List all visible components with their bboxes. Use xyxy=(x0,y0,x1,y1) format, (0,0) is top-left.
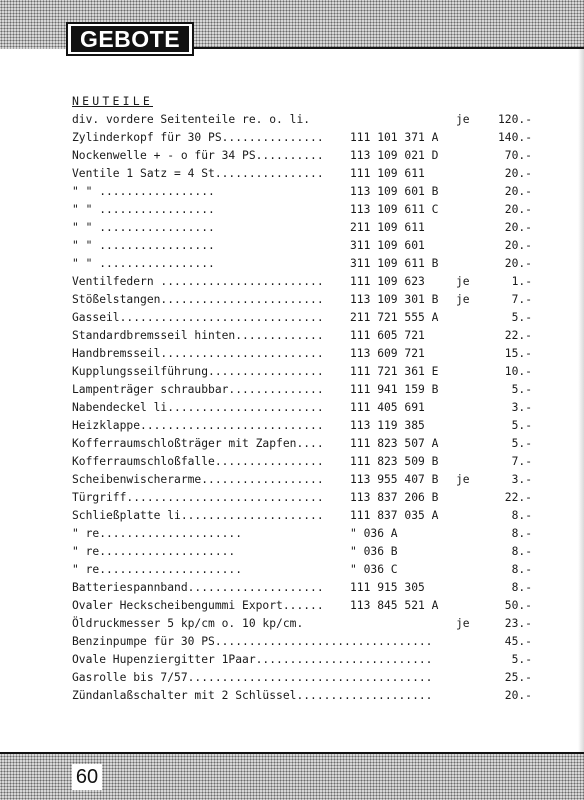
item-price: 5.- xyxy=(511,653,532,666)
item-description: Ovaler Heckscheibengummi Export...... xyxy=(72,599,324,612)
item-description: Lampenträger schraubbar.............. xyxy=(72,383,324,396)
item-price: 8.- xyxy=(511,509,532,522)
neuteile-heading: NEUTEILE xyxy=(72,94,153,108)
item-part-number: 211 721 555 A xyxy=(350,311,439,324)
list-item xyxy=(72,147,532,165)
item-price: 8.- xyxy=(511,563,532,576)
list-item xyxy=(72,471,532,489)
item-description: Heizklappe........................... xyxy=(72,419,324,432)
item-part-number: 311 109 611 B xyxy=(350,257,439,270)
item-description: Nockenwelle + - o für 34 PS.......... xyxy=(72,149,324,162)
item-part-number: 111 915 305 xyxy=(350,581,425,594)
list-item xyxy=(72,345,532,363)
item-price: 45.- xyxy=(504,635,532,648)
item-description: " " ................. xyxy=(72,185,215,198)
item-description: " " ................. xyxy=(72,221,215,234)
item-description: Scheibenwischerarme.................. xyxy=(72,473,324,486)
footer-rule xyxy=(0,752,584,754)
item-part-number: 111 823 507 A xyxy=(350,437,439,450)
item-unit: je xyxy=(456,293,470,306)
section-title: GEBOTE xyxy=(71,26,189,52)
item-price: 5.- xyxy=(511,437,532,450)
item-unit: je xyxy=(456,113,470,126)
list-item xyxy=(72,111,532,129)
item-price: 5.- xyxy=(511,383,532,396)
item-part-number: 311 109 601 xyxy=(350,239,425,252)
list-item xyxy=(72,165,532,183)
item-description: Handbremsseil........................ xyxy=(72,347,324,360)
list-item xyxy=(72,561,532,579)
item-price: 8.- xyxy=(511,527,532,540)
parts-list xyxy=(72,111,532,705)
list-item xyxy=(72,651,532,669)
item-description: Ovale Hupenziergitter 1Paar.......................... xyxy=(72,653,433,666)
list-item xyxy=(72,417,532,435)
item-price: 20.- xyxy=(504,221,532,234)
list-item xyxy=(72,255,532,273)
item-price: 20.- xyxy=(504,689,532,702)
item-description: " re..................... xyxy=(72,527,243,540)
item-unit: je xyxy=(456,617,470,630)
item-description: Gasrolle bis 7/57.................................... xyxy=(72,671,433,684)
item-description: Stößelstangen........................ xyxy=(72,293,324,306)
list-item xyxy=(72,201,532,219)
list-item xyxy=(72,633,532,651)
item-part-number: 113 955 407 B xyxy=(350,473,439,486)
item-part-number: 113 109 021 D xyxy=(350,149,439,162)
item-description: Zylinderkopf für 30 PS............... xyxy=(72,131,324,144)
list-item xyxy=(72,579,532,597)
list-item xyxy=(72,507,532,525)
item-price: 70.- xyxy=(504,149,532,162)
list-item xyxy=(72,291,532,309)
item-price: 22.- xyxy=(504,329,532,342)
item-price: 3.- xyxy=(511,401,532,414)
item-part-number: 113 609 721 xyxy=(350,347,425,360)
list-item xyxy=(72,237,532,255)
item-price: 8.- xyxy=(511,581,532,594)
item-description: Benzinpumpe für 30 PS................................ xyxy=(72,635,433,648)
section-title-badge xyxy=(66,22,194,56)
item-description: " " ................. xyxy=(72,257,215,270)
item-description: Ventile 1 Satz = 4 St................ xyxy=(72,167,324,180)
item-part-number: 111 721 361 E xyxy=(350,365,439,378)
item-description: " re.................... xyxy=(72,545,236,558)
item-price: 25.- xyxy=(504,671,532,684)
item-part-number: 113 109 301 B xyxy=(350,293,439,306)
item-price: 20.- xyxy=(504,203,532,216)
list-item xyxy=(72,435,532,453)
item-price: 20.- xyxy=(504,239,532,252)
item-part-number: 111 101 371 A xyxy=(350,131,439,144)
item-part-number: 113 119 385 xyxy=(350,419,425,432)
item-part-number: 111 941 159 B xyxy=(350,383,439,396)
list-item xyxy=(72,399,532,417)
item-description: Kofferraumschloßträger mit Zapfen.... xyxy=(72,437,324,450)
item-description: " " ................. xyxy=(72,203,215,216)
item-part-number: 211 109 611 xyxy=(350,221,425,234)
item-price: 8.- xyxy=(511,545,532,558)
list-item xyxy=(72,363,532,381)
item-price: 15.- xyxy=(504,347,532,360)
item-description: " re..................... xyxy=(72,563,243,576)
list-item xyxy=(72,309,532,327)
page-number: 60 xyxy=(72,764,102,790)
list-item xyxy=(72,687,532,705)
item-price: 50.- xyxy=(504,599,532,612)
item-part-number: 113 845 521 A xyxy=(350,599,439,612)
list-item xyxy=(72,597,532,615)
list-item xyxy=(72,525,532,543)
item-price: 20.- xyxy=(504,185,532,198)
item-part-number: " 036 B xyxy=(350,545,398,558)
item-price: 20.- xyxy=(504,167,532,180)
page-edge-shadow xyxy=(578,49,584,752)
item-part-number: 111 109 623 xyxy=(350,275,425,288)
list-item xyxy=(72,543,532,561)
item-price: 10.- xyxy=(504,365,532,378)
item-description: Standardbremsseil hinten............. xyxy=(72,329,324,342)
item-price: 5.- xyxy=(511,419,532,432)
item-part-number: 113 109 601 B xyxy=(350,185,439,198)
item-part-number: " 036 C xyxy=(350,563,398,576)
item-price: 5.- xyxy=(511,311,532,324)
list-item xyxy=(72,381,532,399)
list-item xyxy=(72,129,532,147)
list-item xyxy=(72,273,532,291)
list-item xyxy=(72,453,532,471)
item-part-number: " 036 A xyxy=(350,527,398,540)
list-item xyxy=(72,615,532,633)
item-part-number: 111 837 035 A xyxy=(350,509,439,522)
list-item xyxy=(72,669,532,687)
item-description: div. vordere Seitenteile re. o. li. xyxy=(72,113,311,126)
item-description: Schließplatte li..................... xyxy=(72,509,324,522)
item-description: Türgriff............................. xyxy=(72,491,324,504)
item-description: Nabendeckel li....................... xyxy=(72,401,324,414)
item-price: 1.- xyxy=(511,275,532,288)
list-item xyxy=(72,183,532,201)
item-part-number: 111 405 691 xyxy=(350,401,425,414)
item-description: Kofferraumschloßfalle................ xyxy=(72,455,324,468)
item-price: 7.- xyxy=(511,293,532,306)
item-unit: je xyxy=(456,275,470,288)
item-description: Zündanlaßschalter mit 2 Schlüssel.................... xyxy=(72,689,433,702)
item-price: 7.- xyxy=(511,455,532,468)
item-description: Ventilfedern ........................ xyxy=(72,275,324,288)
item-part-number: 111 109 611 xyxy=(350,167,425,180)
item-price: 22.- xyxy=(504,491,532,504)
item-description: Gasseil.............................. xyxy=(72,311,324,324)
item-price: 3.- xyxy=(511,473,532,486)
item-part-number: 113 837 206 B xyxy=(350,491,439,504)
item-description: Kupplungsseilführung................. xyxy=(72,365,324,378)
item-price: 20.- xyxy=(504,257,532,270)
item-description: " " ................. xyxy=(72,239,215,252)
list-item xyxy=(72,489,532,507)
list-item xyxy=(72,219,532,237)
item-price: 120.- xyxy=(497,113,532,126)
item-price: 23.- xyxy=(504,617,532,630)
item-price: 140.- xyxy=(497,131,532,144)
item-description: Öldruckmesser 5 kp/cm o. 10 kp/cm. xyxy=(72,617,304,630)
item-part-number: 113 109 611 C xyxy=(350,203,439,216)
header-rule xyxy=(188,47,584,49)
item-unit: je xyxy=(456,473,470,486)
list-item xyxy=(72,327,532,345)
item-part-number: 111 823 509 B xyxy=(350,455,439,468)
item-description: Batteriespannband.................... xyxy=(72,581,324,594)
item-part-number: 111 605 721 xyxy=(350,329,425,342)
